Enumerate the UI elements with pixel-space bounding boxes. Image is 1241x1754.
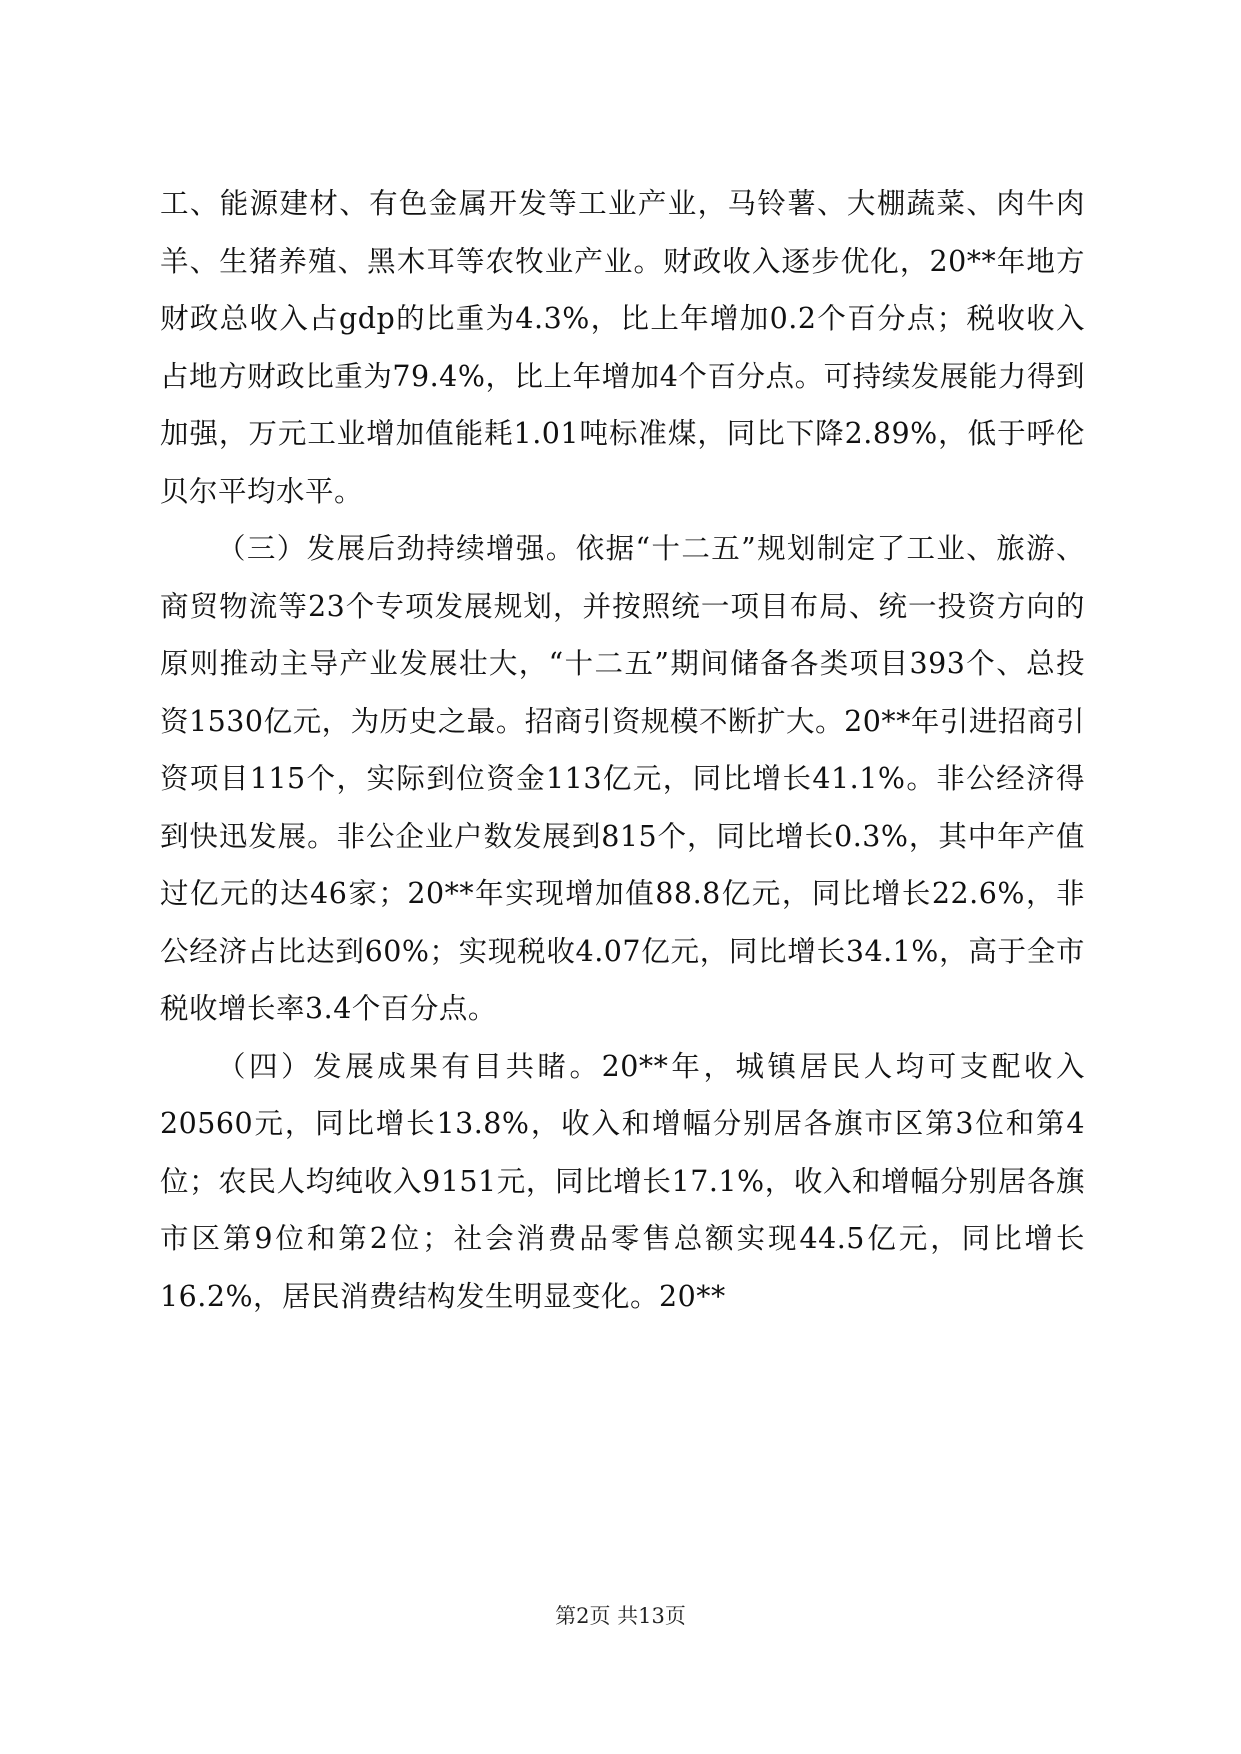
paragraph-section-four: （四）发展成果有目共睹。20**年，城镇居民人均可支配收入20560元，同比增长13.8%，收入和增幅分别居各旗市区第3位和第4位；农民人均纯收入9151元，同比增长17.1%，收入和增幅分别居各旗市区第9位和第2位；社会消费品零售总额实现44.5亿元，同比增长16.2%，居民消费结构发生明显变化。20** (160, 1049, 1085, 1313)
page-number-footer: 第2页 共13页 (555, 1604, 686, 1628)
document-body (160, 175, 1085, 1325)
paragraph-continuation: 工、能源建材、有色金属开发等工业产业，马铃薯、大棚蔬菜、肉牛肉羊、生猪养殖、黑木耳等农牧业产业。财政收入逐步优化，20**年地方财政总收入占gdp的比重为4.3%，比上年增加0.2个百分点；税收收入占地方财政比重为79.4%，比上年增加4个百分点。可持续发展能力得到加强，万元工业增加值能耗1.01吨标准煤，同比下降2.89%，低于呼伦贝尔平均水平。 (160, 187, 1085, 508)
paragraph-section-three: （三）发展后劲持续增强。依据“十二五”规划制定了工业、旅游、商贸物流等23个专项发展规划，并按照统一项目布局、统一投资方向的原则推动主导产业发展壮大，“十二五”期间储备各类项目393个、总投资1530亿元，为历史之最。招商引资规模不断扩大。20**年引进招商引资项目115个，实际到位资金113亿元，同比增长41.1%。非公经济得到快迅发展。非公企业户数发展到815个，同比增长0.3%，其中年产值过亿元的达46家；20**年实现增加值88.8亿元，同比增长22.6%，非公经济占比达到60%；实现税收4.07亿元，同比增长34.1%，高于全市税收增长率3.4个百分点。 (160, 532, 1085, 1025)
